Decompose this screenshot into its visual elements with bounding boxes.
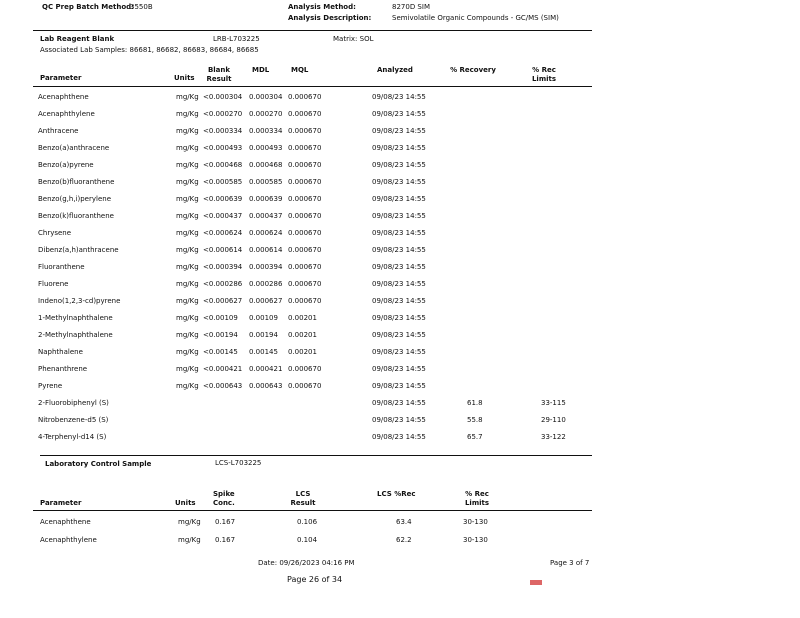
lcs-col-spike: Spike Conc. <box>213 490 235 507</box>
lcs-title: Laboratory Control Sample <box>45 460 152 468</box>
cell: 09/08/23 14:55 <box>372 399 426 407</box>
cell: 62.2 <box>396 536 412 544</box>
cell: 29-110 <box>541 416 566 424</box>
cell: Benzo(b)fluoranthene <box>38 178 115 186</box>
table-row <box>0 314 800 326</box>
cell: 0.00201 <box>288 348 317 356</box>
cell: <0.000493 <box>203 144 243 152</box>
cell: 4-Terphenyl-d14 (S) <box>38 433 107 441</box>
cell: 09/08/23 14:55 <box>372 127 426 135</box>
cell: <0.000624 <box>203 229 243 237</box>
cell: mg/Kg <box>176 212 199 220</box>
cell: 0.000670 <box>288 195 322 203</box>
cell: mg/Kg <box>176 229 199 237</box>
lcs-col-units: Units <box>175 499 196 507</box>
table-row <box>0 212 800 224</box>
cell: mg/Kg <box>176 178 199 186</box>
cell: 0.000670 <box>288 93 322 101</box>
cell: Fluoranthene <box>38 263 85 271</box>
cell: 0.00201 <box>288 314 317 322</box>
cell: 61.8 <box>467 399 483 407</box>
col-mql: MQL <box>291 66 309 74</box>
cell: 0.000614 <box>249 246 283 254</box>
table-row <box>0 416 800 428</box>
cell: 0.000304 <box>249 93 283 101</box>
cell: mg/Kg <box>176 280 199 288</box>
cell: 0.000670 <box>288 110 322 118</box>
cell: <0.000639 <box>203 195 243 203</box>
cell: 09/08/23 14:55 <box>372 382 426 390</box>
cell: mg/Kg <box>176 382 199 390</box>
cell: Benzo(a)pyrene <box>38 161 94 169</box>
cell: 0.000670 <box>288 263 322 271</box>
analysis-method-value: 8270D SIM <box>392 3 430 11</box>
cell: 09/08/23 14:55 <box>372 348 426 356</box>
cell: 0.000670 <box>288 178 322 186</box>
report-date: Date: 09/26/2023 04:16 PM <box>258 559 355 567</box>
cell: <0.000437 <box>203 212 243 220</box>
lcs-col-result: LCS Result <box>290 490 316 507</box>
prep-batch-label: QC Prep Batch Method: <box>42 3 134 11</box>
cell: 09/08/23 14:55 <box>372 433 426 441</box>
lcs-col-limits: % Rec Limits <box>464 490 490 507</box>
analysis-description-label: Analysis Description: <box>288 14 372 22</box>
table-row <box>0 536 800 548</box>
cell: 0.000270 <box>249 110 283 118</box>
table-row <box>0 433 800 445</box>
cell: <0.000585 <box>203 178 243 186</box>
cell: 63.4 <box>396 518 412 526</box>
prep-batch-value: 3550B <box>130 3 153 11</box>
cell: Acenaphthylene <box>38 110 95 118</box>
cell: <0.00145 <box>203 348 238 356</box>
cell: mg/Kg <box>176 297 199 305</box>
table-row <box>0 382 800 394</box>
cell: 09/08/23 14:55 <box>372 314 426 322</box>
cell: Pyrene <box>38 382 63 390</box>
cell: 09/08/23 14:55 <box>372 365 426 373</box>
cell: 0.000670 <box>288 280 322 288</box>
cell: 33-115 <box>541 399 566 407</box>
table-row <box>0 144 800 156</box>
cell: 0.167 <box>215 536 236 544</box>
cell: mg/Kg <box>176 348 199 356</box>
cell: 2-Fluorobiphenyl (S) <box>38 399 109 407</box>
cell: mg/Kg <box>176 93 199 101</box>
cell: 0.000670 <box>288 297 322 305</box>
table-row <box>0 297 800 309</box>
cell: 0.000643 <box>249 382 283 390</box>
cell: 0.000394 <box>249 263 283 271</box>
cell: 0.000670 <box>288 161 322 169</box>
col-blank-result: Blank Result <box>206 66 232 83</box>
col-recovery: % Recovery <box>450 66 496 74</box>
cell: mg/Kg <box>176 127 199 135</box>
cell: Chrysene <box>38 229 72 237</box>
cell: 0.000670 <box>288 144 322 152</box>
cell: <0.00109 <box>203 314 238 322</box>
cell: <0.000468 <box>203 161 243 169</box>
table-row <box>0 246 800 258</box>
cell: 0.000639 <box>249 195 283 203</box>
cell: 09/08/23 14:55 <box>372 263 426 271</box>
divider <box>33 510 592 511</box>
cell: Benzo(a)anthracene <box>38 144 110 152</box>
cell: 0.000493 <box>249 144 283 152</box>
blank-title: Lab Reagent Blank <box>40 35 115 43</box>
cell: 09/08/23 14:55 <box>372 178 426 186</box>
cell: mg/Kg <box>176 246 199 254</box>
cell: <0.000304 <box>203 93 243 101</box>
col-mdl: MDL <box>252 66 270 74</box>
cell: 09/08/23 14:55 <box>372 161 426 169</box>
cell: 09/08/23 14:55 <box>372 331 426 339</box>
cell: 0.000627 <box>249 297 283 305</box>
page-local: Page 3 of 7 <box>550 559 590 567</box>
cell: <0.000614 <box>203 246 243 254</box>
cell: 0.106 <box>297 518 318 526</box>
cell: 0.00145 <box>249 348 278 356</box>
cell: 09/08/23 14:55 <box>372 195 426 203</box>
table-row <box>0 178 800 190</box>
cell: mg/Kg <box>176 161 199 169</box>
divider <box>33 86 592 87</box>
cell: 0.000334 <box>249 127 283 135</box>
cell: <0.000270 <box>203 110 243 118</box>
divider <box>40 455 592 456</box>
analysis-description-value: Semivolatile Organic Compounds - GC/MS (SIM) <box>392 14 559 22</box>
cell: 65.7 <box>467 433 483 441</box>
table-row <box>0 365 800 377</box>
cell: mg/Kg <box>176 263 199 271</box>
associated-samples: Associated Lab Samples: 86681, 86682, 86683, 86684, 86685 <box>40 46 259 54</box>
table-row <box>0 161 800 173</box>
cell: 0.000468 <box>249 161 283 169</box>
table-row <box>0 399 800 411</box>
cell: 0.000670 <box>288 127 322 135</box>
table-row <box>0 93 800 105</box>
cell: 55.8 <box>467 416 483 424</box>
cell: 0.00109 <box>249 314 278 322</box>
cell: <0.000627 <box>203 297 243 305</box>
cell: 0.000670 <box>288 212 322 220</box>
cell: Fluorene <box>38 280 69 288</box>
table-row <box>0 110 800 122</box>
cell: Acenaphthene <box>38 93 89 101</box>
col-units: Units <box>174 74 195 82</box>
cell: 0.167 <box>215 518 236 526</box>
cell: 0.000421 <box>249 365 283 373</box>
cell: 09/08/23 14:55 <box>372 246 426 254</box>
cell: Indeno(1,2,3-cd)pyrene <box>38 297 121 305</box>
cell: mg/Kg <box>176 314 199 322</box>
cell: 0.000670 <box>288 246 322 254</box>
table-row <box>0 195 800 207</box>
cell: 0.00201 <box>288 331 317 339</box>
cell: <0.00194 <box>203 331 238 339</box>
cell: 0.000670 <box>288 382 322 390</box>
cell: Phenanthrene <box>38 365 88 373</box>
cell: Benzo(g,h,i)perylene <box>38 195 112 203</box>
cell: 33-122 <box>541 433 566 441</box>
cell: mg/Kg <box>176 195 199 203</box>
cell: 09/08/23 14:55 <box>372 416 426 424</box>
cell: 09/08/23 14:55 <box>372 280 426 288</box>
cell: Naphthalene <box>38 348 83 356</box>
cell: mg/Kg <box>178 518 201 526</box>
cell: 0.000286 <box>249 280 283 288</box>
cell: <0.000643 <box>203 382 243 390</box>
cell: 0.104 <box>297 536 318 544</box>
cell: <0.000394 <box>203 263 243 271</box>
lcs-id: LCS-L703225 <box>215 459 262 467</box>
cell: <0.000286 <box>203 280 243 288</box>
cell: <0.000421 <box>203 365 243 373</box>
blank-matrix: Matrix: SOL <box>333 35 374 43</box>
stamp-mark <box>530 580 542 585</box>
cell: 2-Methylnaphthalene <box>38 331 113 339</box>
cell: 09/08/23 14:55 <box>372 229 426 237</box>
cell: 0.000670 <box>288 229 322 237</box>
cell: Nitrobenzene-d5 (S) <box>38 416 109 424</box>
cell: <0.000334 <box>203 127 243 135</box>
lcs-col-rec: LCS %Rec <box>377 490 416 498</box>
table-row <box>0 280 800 292</box>
cell: mg/Kg <box>176 331 199 339</box>
cell: mg/Kg <box>176 144 199 152</box>
cell: 0.000624 <box>249 229 283 237</box>
table-row <box>0 229 800 241</box>
divider <box>33 30 592 31</box>
cell: 09/08/23 14:55 <box>372 297 426 305</box>
cell: 30-130 <box>463 518 488 526</box>
table-row <box>0 518 800 530</box>
table-row <box>0 127 800 139</box>
cell: Acenaphthene <box>40 518 91 526</box>
col-rec-limits: % Rec Limits <box>531 66 557 83</box>
analysis-method-label: Analysis Method: <box>288 3 356 11</box>
cell: Benzo(k)fluoranthene <box>38 212 114 220</box>
cell: mg/Kg <box>176 110 199 118</box>
cell: 09/08/23 14:55 <box>372 212 426 220</box>
cell: 09/08/23 14:55 <box>372 110 426 118</box>
page-total: Page 26 of 34 <box>287 575 343 584</box>
cell: 09/08/23 14:55 <box>372 144 426 152</box>
cell: mg/Kg <box>178 536 201 544</box>
cell: Dibenz(a,h)anthracene <box>38 246 119 254</box>
table-row <box>0 348 800 360</box>
cell: 30-130 <box>463 536 488 544</box>
lcs-col-parameter: Parameter <box>40 499 82 507</box>
cell: 09/08/23 14:55 <box>372 93 426 101</box>
table-row <box>0 331 800 343</box>
cell: mg/Kg <box>176 365 199 373</box>
col-parameter: Parameter <box>40 74 82 82</box>
cell: Acenaphthylene <box>40 536 97 544</box>
cell: 0.00194 <box>249 331 278 339</box>
table-row <box>0 263 800 275</box>
cell: 0.000670 <box>288 365 322 373</box>
cell: Anthracene <box>38 127 79 135</box>
cell: 0.000437 <box>249 212 283 220</box>
cell: 0.000585 <box>249 178 283 186</box>
blank-id: LRB-L703225 <box>213 35 260 43</box>
col-analyzed: Analyzed <box>377 66 413 74</box>
cell: 1-Methylnaphthalene <box>38 314 113 322</box>
